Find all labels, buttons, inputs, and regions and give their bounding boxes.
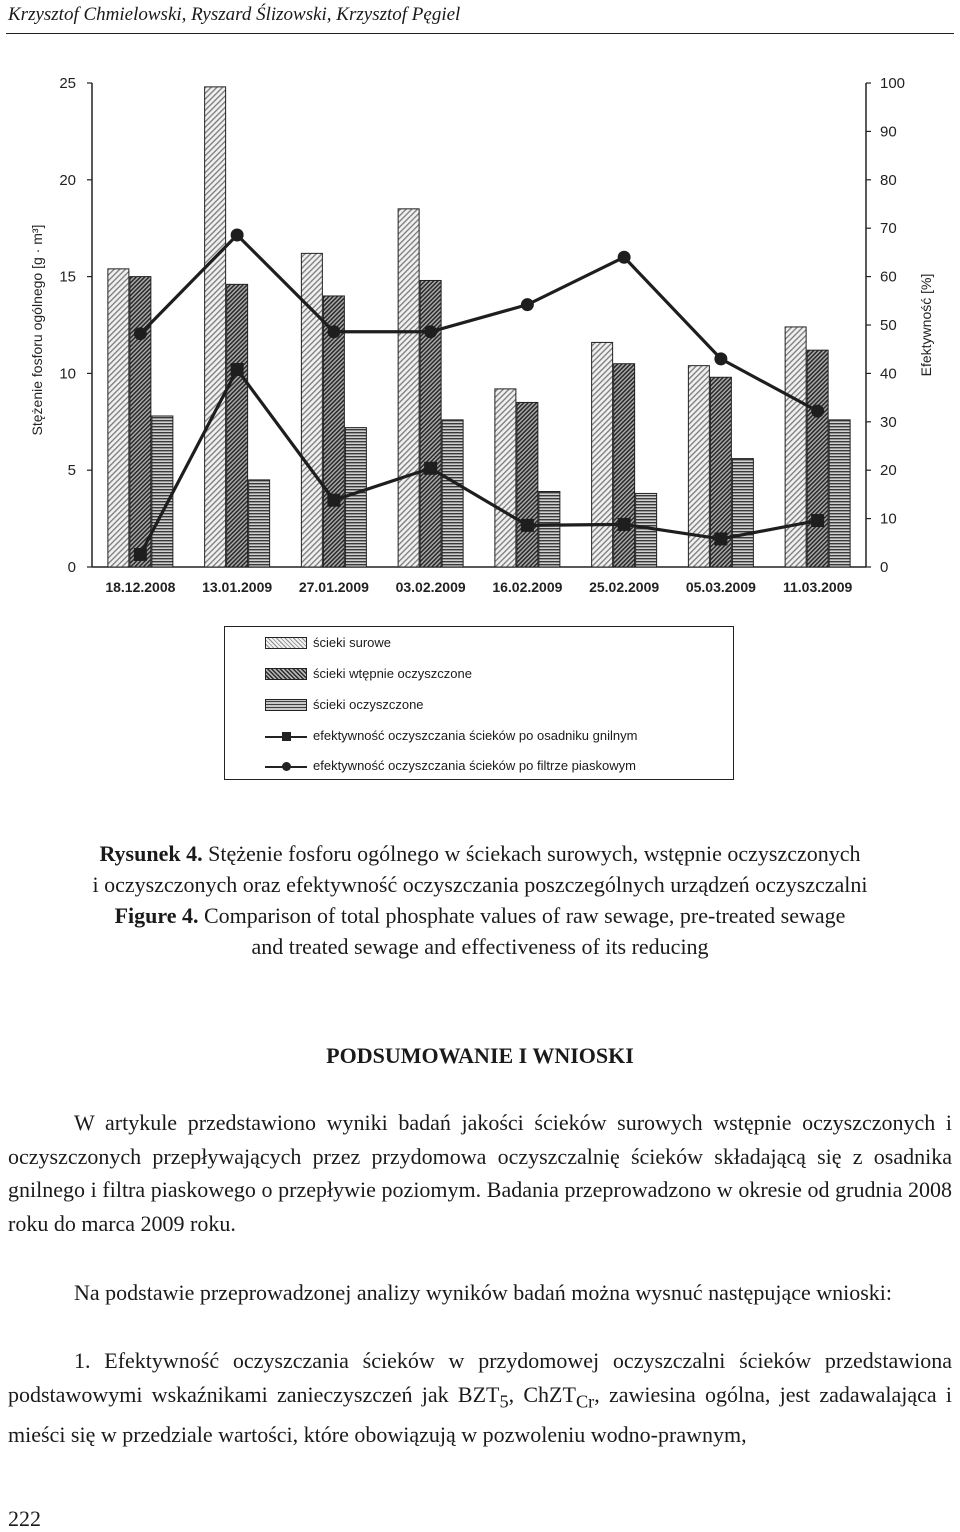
point-sand-filter-efficiency [521, 298, 534, 311]
x-tick-label: 25.02.2009 [589, 579, 660, 595]
point-sand-filter-efficiency [714, 352, 727, 365]
bar-pretreated-sewage [130, 277, 151, 567]
bar-pretreated-sewage [227, 284, 248, 567]
bar-treated-sewage [152, 416, 173, 567]
caption-polish-line1 [0, 838, 960, 869]
conclusion-text-c: , zawiesina ogólna, jest zadawalająca i mieści się w przedziale wartości, które obowiązują w pozwoleniu wodno-prawnym, [8, 1381, 952, 1448]
right-tick-label: 100 [880, 75, 906, 92]
bar-raw-sewage [785, 327, 806, 567]
bar-treated-sewage [249, 480, 270, 567]
legend-swatch-treated [265, 699, 307, 711]
right-tick-label: 30 [880, 413, 897, 431]
right-tick-label: 60 [880, 268, 897, 286]
right-tick-label: 20 [880, 462, 897, 480]
point-septic-tank-efficiency [327, 494, 340, 507]
legend-label-septic-efficiency: efektywność oczyszczania ścieków po osadniku gnilnym [313, 728, 638, 743]
caption-polish-label: Rysunek 4. [99, 841, 203, 866]
bar-treated-sewage [345, 428, 366, 567]
right-tick-label: 10 [880, 510, 897, 528]
right-tick-label: 40 [880, 365, 897, 383]
square-marker-icon [282, 732, 291, 741]
bar-raw-sewage [205, 87, 226, 567]
x-tick-label: 16.02.2009 [492, 579, 563, 595]
right-tick-label: 80 [880, 171, 897, 189]
bar-pretreated-sewage [517, 402, 538, 567]
left-axis-ticks [59, 75, 92, 576]
left-tick-label: 10 [59, 365, 76, 383]
legend-label-pretreated: ścieki wtępnie oczyszczone [313, 666, 472, 681]
point-sand-filter-efficiency [134, 327, 147, 340]
point-septic-tank-efficiency [811, 514, 824, 527]
x-tick-label: 13.01.2009 [202, 579, 273, 595]
bar-pretreated-sewage [807, 350, 828, 567]
caption-english-line1 [0, 900, 960, 931]
conclusion-text-b: , ChZT [508, 1381, 576, 1407]
conclusion-subscript-chzt: Cr [575, 1390, 595, 1411]
page-number: 222 [8, 1506, 41, 1531]
x-tick-label: 05.03.2009 [685, 579, 756, 595]
left-tick-label: 5 [67, 462, 76, 480]
point-septic-tank-efficiency [714, 532, 727, 545]
x-tick-label: 27.01.2009 [298, 579, 369, 595]
bar-treated-sewage [732, 459, 753, 567]
bar-treated-sewage [829, 420, 850, 567]
left-tick-label: 0 [67, 559, 76, 576]
running-header-authors: Krzysztof Chmielowski, Ryszard Ślizowski, Krzysztof Pęgiel [8, 4, 461, 25]
right-axis-label: Efektywność [%] [918, 273, 934, 377]
x-tick-label: 18.12.2008 [105, 579, 176, 595]
point-septic-tank-efficiency [424, 462, 437, 475]
right-tick-label: 0 [880, 559, 889, 576]
bar-raw-sewage [592, 342, 613, 567]
legend-swatch-raw [265, 637, 307, 649]
legend-label-raw: ścieki surowe [313, 635, 392, 650]
left-tick-label: 20 [59, 171, 76, 189]
circle-marker-icon [282, 762, 291, 771]
caption-english-label: Figure 4. [114, 903, 199, 928]
right-tick-label: 70 [880, 220, 897, 238]
caption-polish-text1: Stężenie fosforu ogólnego w ściekach surowych, wstępnie oczyszczonych [208, 841, 861, 866]
conclusion-item-1 [8, 1344, 952, 1452]
bar-raw-sewage [398, 209, 419, 567]
chart-legend [224, 626, 734, 780]
bar-treated-sewage [442, 420, 463, 567]
legend-swatch-pretreated [265, 668, 307, 680]
section-heading: PODSUMOWANIE I WNIOSKI [326, 1043, 634, 1068]
header-rule [6, 33, 954, 34]
right-axis-ticks [866, 75, 905, 576]
right-tick-label: 50 [880, 317, 897, 334]
x-axis-tick-labels [105, 579, 852, 595]
point-septic-tank-efficiency [134, 548, 147, 561]
caption-polish-text2: i oczyszczonych oraz efektywność oczyszczania poszczególnych urządzeń oczyszczalni [92, 872, 868, 897]
figure-caption [0, 838, 960, 962]
right-tick-label: 90 [880, 123, 897, 141]
bar-pretreated-sewage [614, 364, 635, 567]
left-axis-label: Stężenie fosforu ogólnego [g · m³] [29, 224, 45, 436]
left-tick-label: 15 [59, 268, 76, 286]
bar-treated-sewage [539, 491, 560, 567]
phosphorus-chart [0, 60, 960, 620]
point-septic-tank-efficiency [618, 518, 631, 531]
point-septic-tank-efficiency [521, 519, 534, 532]
conclusion-text-a: 1. Efektywność oczyszczania ścieków w przydomowej oczyszczalni ścieków przedstawiona podstawowymi wskaźnikami zanieczyszczeń jak BZT [8, 1348, 952, 1407]
bar-pretreated-sewage [420, 280, 441, 567]
point-septic-tank-efficiency [231, 363, 244, 376]
conclusion-subscript-bzt: 5 [499, 1390, 509, 1411]
caption-english-text1: Comparison of total phosphate values of raw sewage, pre-treated sewage [203, 903, 846, 928]
legend-label-treated: ścieki oczyszczone [313, 697, 424, 712]
bar-raw-sewage [495, 389, 516, 567]
x-tick-label: 11.03.2009 [782, 579, 853, 595]
caption-english-text2: and treated sewage and effectiveness of its reducing [251, 934, 709, 959]
x-tick-label: 03.02.2009 [395, 579, 466, 595]
summary-paragraph-2: Na podstawie przeprowadzonej analizy wyników badań można wysnuć następujące wnioski: [74, 1280, 893, 1305]
summary-paragraph-1: W artykule przedstawiono wyniki badań jakości ścieków surowych wstępnie oczyszczonych i oczyszczonych przepływających przez przydomowa oczyszczalnię ścieków składającą się z osadnika gnilnego i filtra piaskowego o przepływie poziomym. Badania przeprowadzono w okresie od grudnia 2008 roku do marca 2009 roku. [8, 1110, 952, 1236]
point-sand-filter-efficiency [618, 251, 631, 264]
legend-label-filter-efficiency: efektywność oczyszczania ścieków po filtrze piaskowym [313, 758, 636, 773]
left-tick-label: 25 [59, 75, 76, 92]
bar-raw-sewage [108, 269, 129, 567]
point-sand-filter-efficiency [327, 325, 340, 338]
point-sand-filter-efficiency [424, 325, 437, 338]
point-sand-filter-efficiency [231, 228, 244, 241]
point-sand-filter-efficiency [811, 405, 824, 418]
